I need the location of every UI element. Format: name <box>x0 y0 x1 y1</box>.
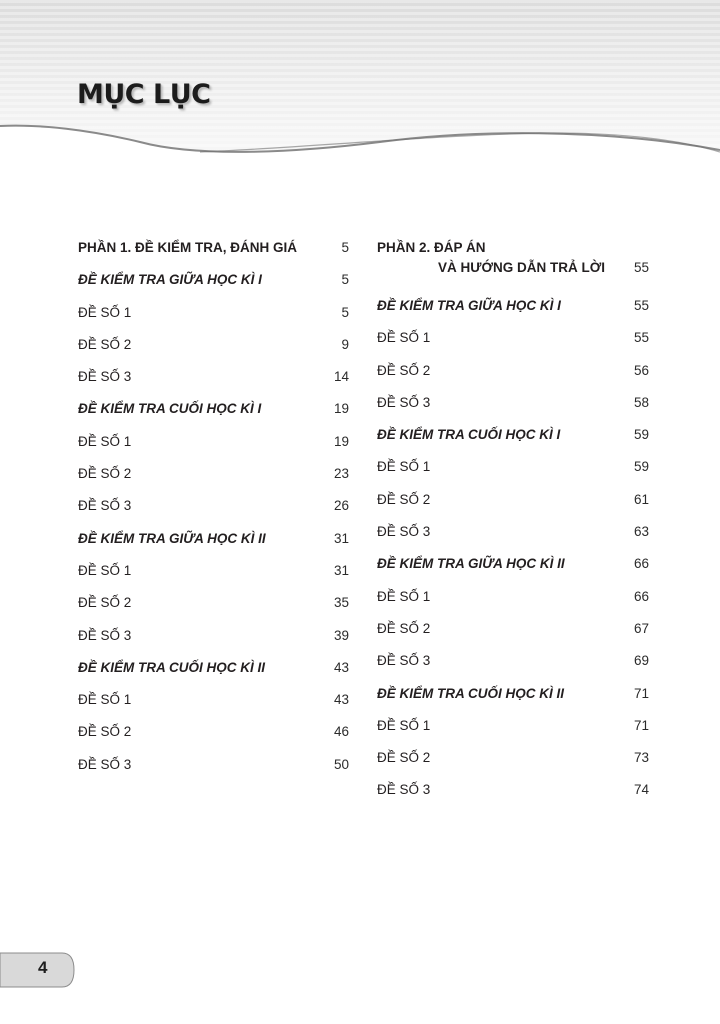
toc-entry-page: 43 <box>333 692 349 708</box>
toc-entry-page: 61 <box>633 491 649 507</box>
toc-entry-label: ĐỀ SỐ 1 <box>377 459 431 475</box>
toc-entry-page: 71 <box>633 717 649 733</box>
toc-entry-page: 31 <box>333 562 349 578</box>
toc-entry-label: ĐỀ SỐ 1 <box>377 330 431 346</box>
toc-entry-page: 56 <box>633 362 649 378</box>
toc-entry[interactable] <box>78 299 349 331</box>
toc-section-heading[interactable] <box>377 550 649 582</box>
toc-entry-page: 55 <box>633 330 649 346</box>
toc-entry-label: ĐỀ SỐ 3 <box>78 756 132 772</box>
toc-section-heading[interactable] <box>78 654 349 686</box>
toc-entry[interactable] <box>377 615 649 647</box>
toc-section-heading[interactable] <box>78 234 349 266</box>
toc-entry-label: ĐỀ SỐ 1 <box>377 588 431 604</box>
toc-entry-label: PHẦN 1. ĐỀ KIỂM TRA, ĐÁNH GIÁ <box>78 240 298 255</box>
toc-entry[interactable] <box>377 518 649 550</box>
toc-entry-label: ĐỀ SỐ 2 <box>78 466 132 482</box>
toc-entry-label: ĐỀ KIỂM TRA GIỮA HỌC KÌ II <box>377 556 565 572</box>
toc-entry[interactable] <box>78 363 349 395</box>
toc-entry-label: ĐỀ SỐ 2 <box>377 750 431 766</box>
toc-entry-label: ĐỀ SỐ 1 <box>78 562 132 578</box>
toc-part-heading-cont[interactable] <box>377 260 649 292</box>
toc-section-heading[interactable] <box>377 292 649 324</box>
toc-entry[interactable] <box>78 622 349 654</box>
toc-entry[interactable] <box>78 589 349 621</box>
toc-entry[interactable] <box>377 453 649 485</box>
toc-section-heading[interactable] <box>377 680 649 712</box>
toc-entry-label: ĐỀ SỐ 3 <box>78 369 132 385</box>
toc-entry-label: ĐỀ SỐ 3 <box>377 782 431 798</box>
toc-entry[interactable] <box>78 686 349 718</box>
toc-entry-page: 23 <box>333 466 349 482</box>
toc-entry-label: ĐỀ SỐ 2 <box>78 595 132 611</box>
toc-entry-label: ĐỀ SỐ 3 <box>78 627 132 643</box>
toc-entry-label: ĐỀ KIỂM TRA GIỮA HỌC KÌ I <box>78 272 262 288</box>
toc-entry-page: 31 <box>333 530 349 546</box>
toc-entry-page: 66 <box>633 588 649 604</box>
toc-entry-label: ĐỀ KIỂM TRA CUỐI HỌC KÌ II <box>78 659 266 675</box>
toc-entry-label: ĐỀ SỐ 1 <box>78 692 132 708</box>
toc-entry-page: 74 <box>633 782 649 798</box>
toc-entry-label: ĐỀ SỐ 1 <box>377 717 431 733</box>
toc-entry-page: 5 <box>341 304 349 320</box>
toc-entry-page: 59 <box>633 459 649 475</box>
toc-section-heading[interactable] <box>78 525 349 557</box>
toc-entry[interactable] <box>377 583 649 615</box>
toc-entry-page: 35 <box>333 595 349 611</box>
toc-right-column <box>377 234 649 809</box>
toc-entry-label: ĐỀ SỐ 1 <box>78 433 132 449</box>
toc-section-heading[interactable] <box>377 421 649 453</box>
toc-entry-label: ĐỀ SỐ 3 <box>377 394 431 410</box>
toc-entry-page: 50 <box>333 756 349 772</box>
toc-entry[interactable] <box>78 428 349 460</box>
toc-entry-page: 5 <box>341 272 349 288</box>
toc-entry[interactable] <box>377 647 649 679</box>
toc-entry[interactable] <box>377 712 649 744</box>
toc-entry-label: PHẦN 2. ĐÁP ÁN <box>377 240 486 255</box>
page-title: MỤC LỤC <box>77 79 211 110</box>
toc-entry[interactable] <box>78 718 349 750</box>
toc-entry[interactable] <box>377 776 649 808</box>
toc-entry-page: 69 <box>633 653 649 669</box>
toc-entry[interactable] <box>78 492 349 524</box>
toc-entry-label: ĐỀ SỐ 3 <box>377 524 431 540</box>
toc-entry-page: 55 <box>633 260 649 275</box>
toc-entry[interactable] <box>78 557 349 589</box>
toc-entry-page: 19 <box>333 433 349 449</box>
toc-entry-page: 19 <box>333 401 349 417</box>
toc-entry-page: 14 <box>333 369 349 385</box>
toc-entry-label: ĐỀ SỐ 2 <box>78 336 132 352</box>
toc-left-column <box>78 234 349 783</box>
toc-entry-label: ĐỀ KIỂM TRA CUỐI HỌC KÌ I <box>377 427 561 443</box>
toc-entry[interactable] <box>377 486 649 518</box>
toc-entry-page: 67 <box>633 620 649 636</box>
toc-entry[interactable] <box>377 744 649 776</box>
toc-entry-label: ĐỀ KIỂM TRA CUỐI HỌC KÌ I <box>78 401 262 417</box>
toc-section-heading[interactable] <box>78 395 349 427</box>
toc-entry-label: ĐỀ SỐ 2 <box>377 620 431 636</box>
toc-entry-page: 58 <box>633 394 649 410</box>
toc-entry-label: ĐỀ SỐ 2 <box>377 362 431 378</box>
toc-entry-label: VÀ HƯỚNG DẪN TRẢ LỜI <box>438 260 605 275</box>
toc-entry[interactable] <box>377 357 649 389</box>
toc-entry-label: ĐỀ SỐ 1 <box>78 304 132 320</box>
toc-entry-page: 73 <box>633 750 649 766</box>
toc-entry-page: 66 <box>633 556 649 572</box>
toc-entry-label: ĐỀ SỐ 2 <box>377 491 431 507</box>
toc-entry-page: 59 <box>633 427 649 443</box>
toc-entry-page: 39 <box>333 627 349 643</box>
toc-entry-page: 43 <box>333 659 349 675</box>
toc-entry-label: ĐỀ KIỂM TRA GIỮA HỌC KÌ I <box>377 298 561 313</box>
toc-entry-label: ĐỀ KIỂM TRA GIỮA HỌC KÌ II <box>78 530 266 546</box>
toc-entry[interactable] <box>377 389 649 421</box>
toc-part-heading[interactable] <box>377 234 649 260</box>
toc-entry-page: 5 <box>341 240 349 255</box>
toc-entry[interactable] <box>78 751 349 783</box>
toc-entry-page: 46 <box>333 724 349 740</box>
toc-entry-label: ĐỀ SỐ 3 <box>78 498 132 514</box>
toc-entry-label: ĐỀ KIỂM TRA CUỐI HỌC KÌ II <box>377 685 565 701</box>
toc-entry-page: 63 <box>633 524 649 540</box>
toc-entry-label: ĐỀ SỐ 2 <box>78 724 132 740</box>
toc-section-heading[interactable] <box>78 266 349 298</box>
toc-entry-label: ĐỀ SỐ 3 <box>377 653 431 669</box>
toc-entry-page: 71 <box>633 685 649 701</box>
page-number: 4 <box>38 958 48 977</box>
toc-entry[interactable] <box>78 331 349 363</box>
toc-entry[interactable] <box>78 460 349 492</box>
toc-entry-page: 9 <box>341 336 349 352</box>
toc-entry-page: 26 <box>333 498 349 514</box>
toc-entry[interactable] <box>377 324 649 356</box>
toc-entry-page: 55 <box>633 298 649 313</box>
